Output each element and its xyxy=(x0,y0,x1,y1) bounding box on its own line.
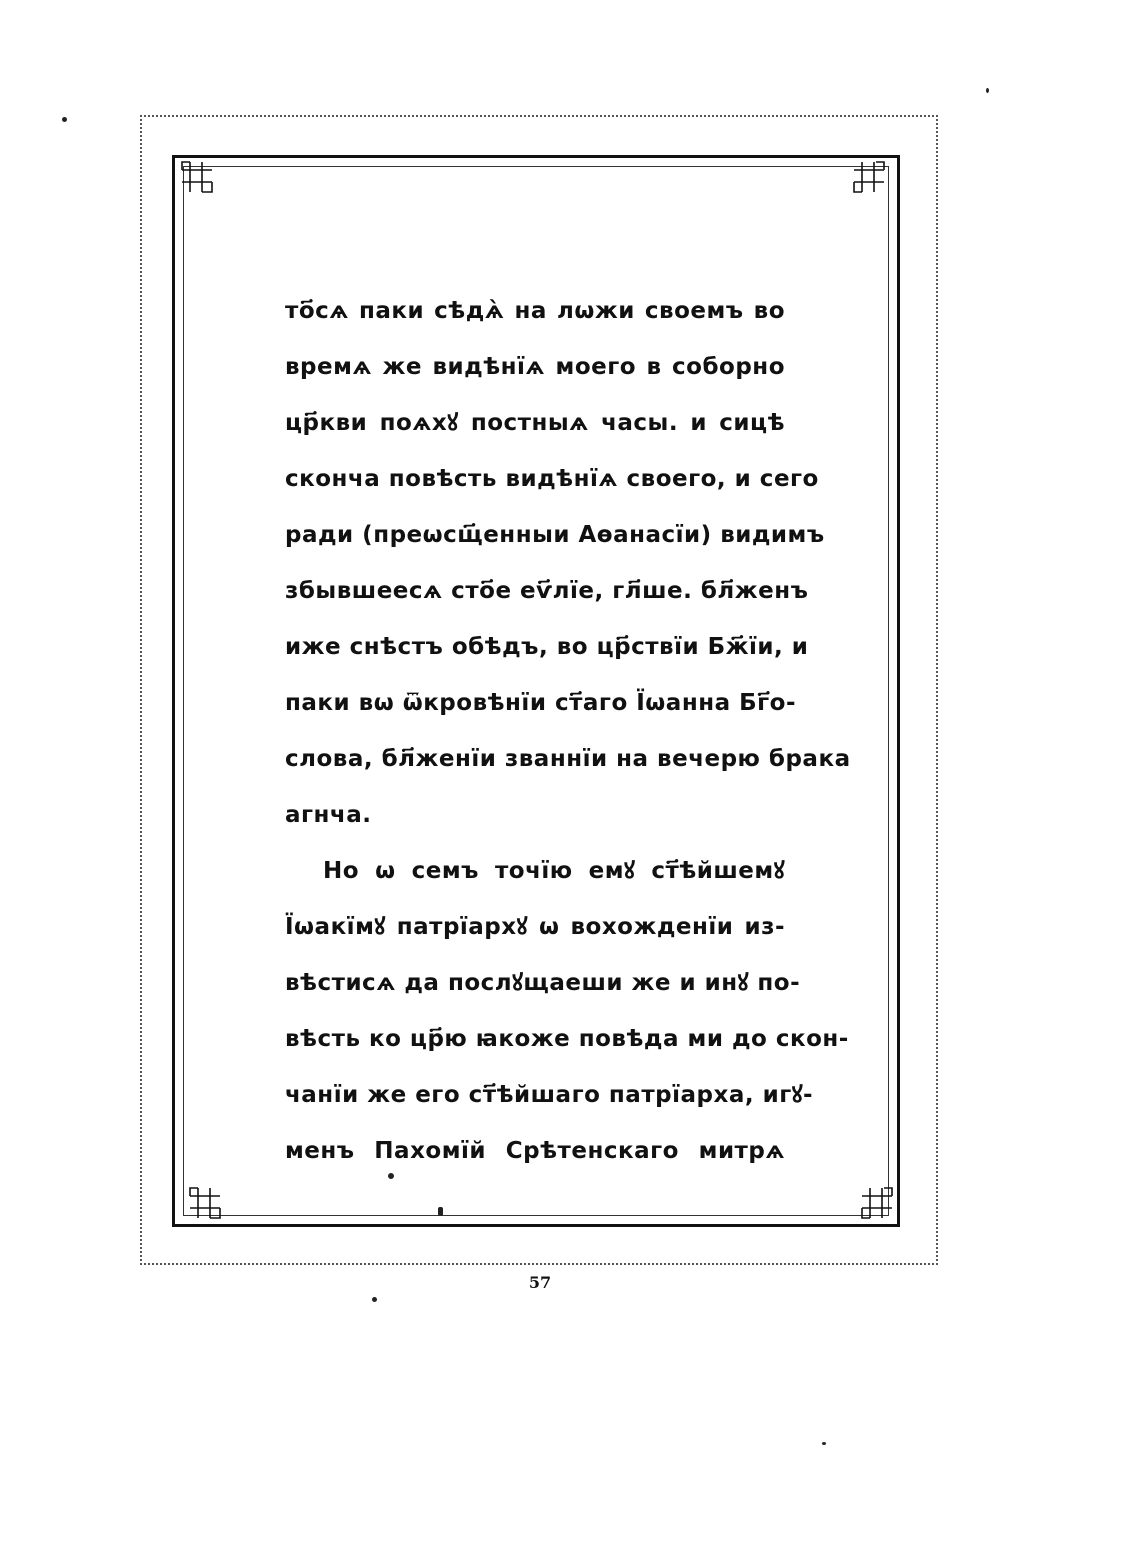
text-line: цр҃кви поѧхꙋ постныѧ часы. и сицѣ xyxy=(285,410,785,436)
scan-speck xyxy=(438,1207,443,1216)
text-line: агнча. xyxy=(285,802,372,828)
main-text xyxy=(285,288,851,1184)
corner-ornament-icon xyxy=(852,160,886,194)
text-line: ради (преѡсщ҃енныи Аѳанасїи) видимъ xyxy=(285,522,825,548)
scan-speck xyxy=(372,1297,377,1302)
paragraph-1 xyxy=(285,288,851,848)
corner-ornament-icon xyxy=(180,160,214,194)
text-line: сконча повѣсть видѣнїѧ своего, и сего xyxy=(285,466,819,492)
text-line: збывшеесѧ сто҃е еѵ҃лїе, гл҃ше. бл҃женъ xyxy=(285,578,809,604)
text-line: паки вѡ ѿкровѣнїи ст҃аго Їѡанна Бг҃о- xyxy=(285,690,797,716)
text-line: Но ѡ семъ точїю емꙋ ст҃ѣйшемꙋ xyxy=(323,858,785,884)
text-line: иже снѣстъ обѣдъ, во цр҃ствїи Бж҃їи, и xyxy=(285,634,809,660)
scan-speck xyxy=(388,1173,394,1179)
scan-speck xyxy=(822,1442,826,1445)
scan-speck xyxy=(986,88,989,93)
text-line: менъ Пахомїй Срѣтенскаго митрѧ xyxy=(285,1138,785,1164)
page-number: 57 xyxy=(528,1273,552,1292)
corner-ornament-icon xyxy=(188,1186,222,1220)
text-line: то҃сѧ паки сѣдѧ̀ на лѡжи своемъ во xyxy=(285,298,785,324)
scan-speck xyxy=(62,117,67,122)
text-line: Їѡакїмꙋ патрїархꙋ ѡ вохожденїи из- xyxy=(285,914,785,940)
text-line: вѣсть ко цр҃ю ꙗкоже повѣда ми до скон- xyxy=(285,1026,849,1052)
text-line: вѣстисѧ да послꙋщаеши же и инꙋ по- xyxy=(285,970,801,996)
text-line: чанїи же его ст҃ѣйшаго патрїарха, игꙋ- xyxy=(285,1082,814,1108)
corner-ornament-icon xyxy=(860,1186,894,1220)
text-line: времѧ же видѣнїѧ моего в соборно xyxy=(285,354,785,380)
text-line: слова, бл҃женїи званнїи на вечерю брака xyxy=(285,746,851,772)
paragraph-2 xyxy=(285,848,849,1184)
